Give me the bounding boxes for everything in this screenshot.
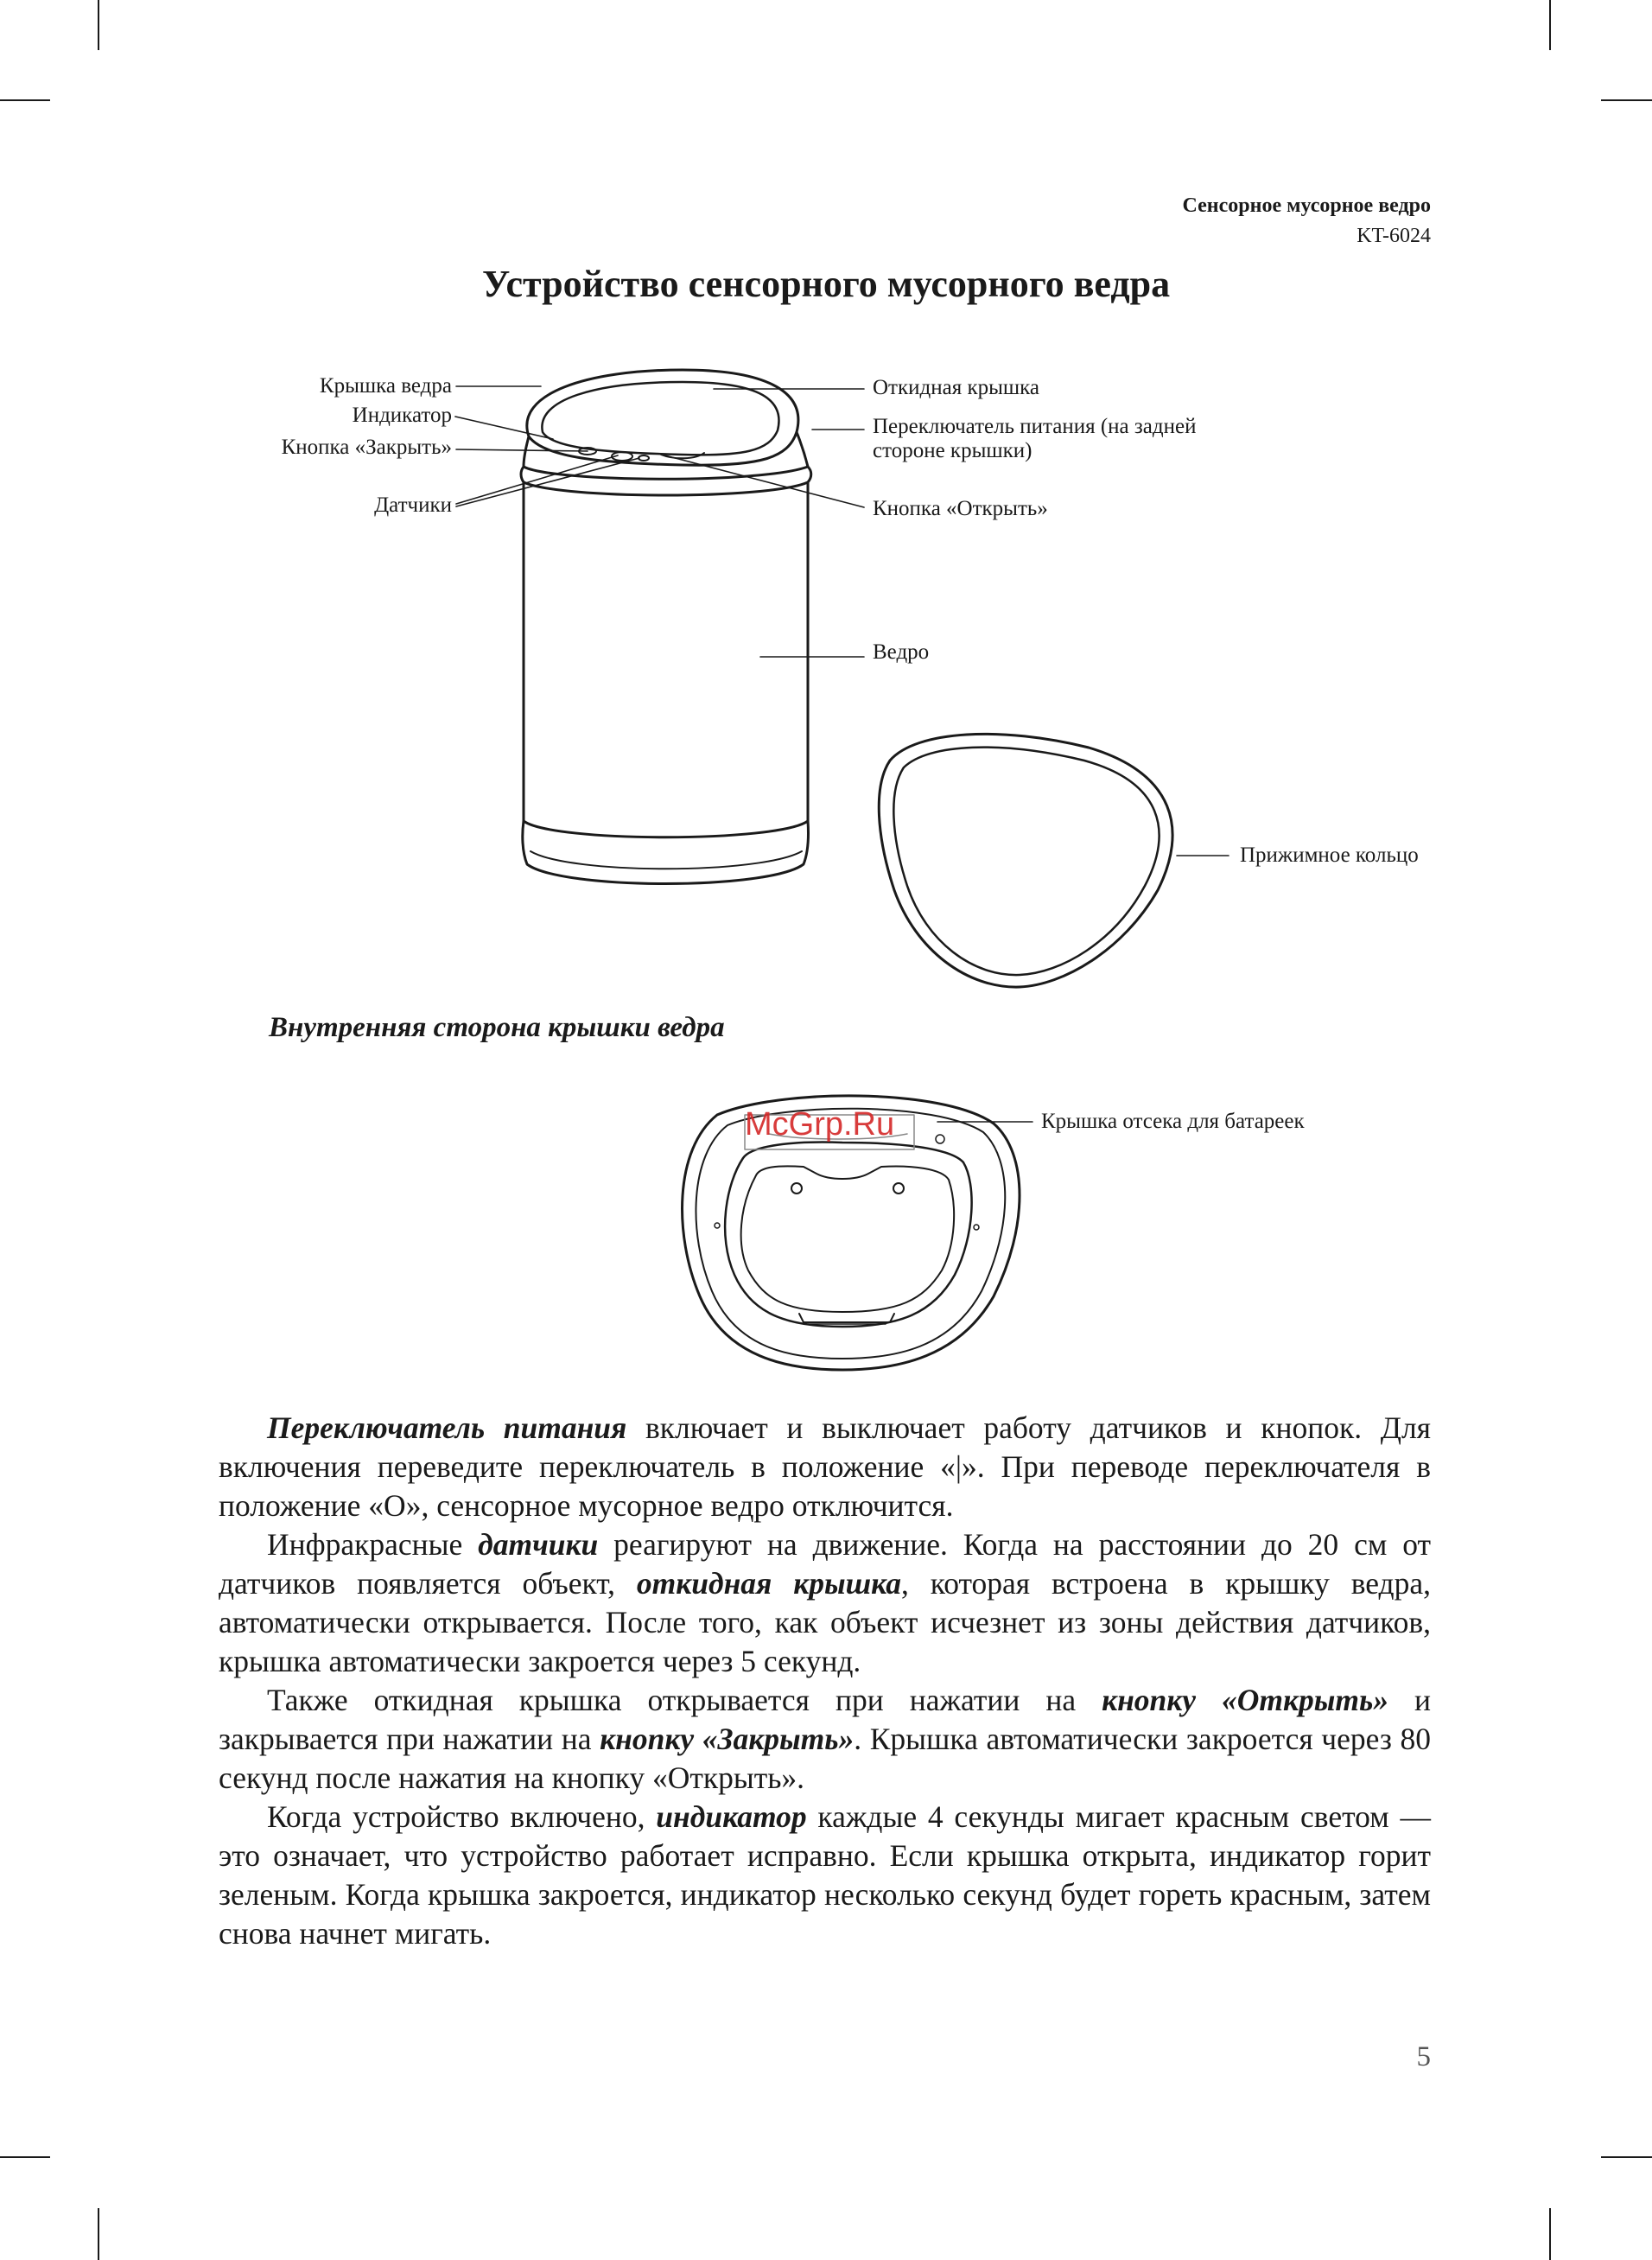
header-model: KT-6024: [1357, 225, 1431, 247]
paragraph-sensors: [219, 1525, 1431, 1681]
paragraph-text: Также откидная крышка открывается при нажатии на: [267, 1683, 1102, 1717]
paragraph-text: Когда устройство включено,: [267, 1799, 657, 1834]
paragraph-text: каждые 4 секунды мигает красным светом — это означает, что устройство работает исправно. Если крышка открыта, индикатор горит зеленым. Когда крышка закроется, индикатор несколько секунд будет гореть красным, затем снова начнет мигать.: [219, 1799, 1432, 1951]
label-bucket: Ведро: [873, 640, 930, 664]
paragraph-text: Инфракрасные: [267, 1527, 479, 1562]
paragraph-indicator: [219, 1798, 1431, 1953]
page-number: 5: [1416, 2041, 1431, 2072]
paragraph-text: , которая встроена в крышку ведра, автоматически открывается. После того, как объект исчезнет из зоны действия датчиков, крышка автоматически закроется через 5 секунд.: [219, 1566, 1431, 1678]
term-indicator: индикатор: [656, 1799, 807, 1834]
term-open-button: кнопку «Открыть»: [1102, 1683, 1389, 1717]
label-power-switch-line1: Переключатель питания (на задней: [873, 415, 1197, 438]
body-text: [219, 1409, 1431, 1953]
label-flip-lid: Откидная крышка: [873, 376, 1040, 399]
label-indicator: Индикатор: [352, 404, 452, 427]
label-lid: Крышка ведра: [319, 374, 452, 398]
label-open-button: Кнопка «Открыть»: [873, 497, 1048, 520]
clamp-ring-illustration: [879, 734, 1172, 987]
label-sensors: Датчики: [374, 493, 452, 517]
header-product-title: Сенсорное мусорное ведро: [1182, 194, 1431, 217]
trash-can-illustration: [521, 370, 811, 884]
label-clamp-ring: Прижимное кольцо: [1240, 844, 1419, 867]
paragraph-text: включает и выключает работу датчиков и кнопок. Для включения переведите переключатель в положение «|». При переводе переключателя в положение «O», сенсорное мусорное ведро отключится.: [219, 1410, 1431, 1523]
watermark: McGrp.Ru: [745, 1106, 895, 1143]
paragraph-text: и закрывается при нажатии на: [219, 1683, 1432, 1756]
label-power-switch-line2: стороне крышки): [873, 439, 1032, 462]
term-sensors: датчики: [478, 1527, 599, 1562]
term-power-switch: Переключатель питания: [267, 1410, 627, 1445]
term-flip-lid: откидная крышка: [636, 1566, 902, 1601]
paragraph-power-switch: [219, 1409, 1431, 1525]
page-title: Устройство сенсорного мусорного ведра: [481, 263, 1171, 305]
subheading-inner-lid: Внутренняя сторона крышки ведра: [269, 1012, 725, 1043]
paragraph-text: . Крышка автоматически закроется через 80 секунд после нажатия на кнопку «Открыть».: [219, 1722, 1431, 1795]
term-close-button: кнопку «Закрыть»: [600, 1722, 855, 1756]
label-close-button: Кнопка «Закрыть»: [281, 436, 452, 459]
label-battery-cover: Крышка отсека для батареек: [1041, 1110, 1305, 1133]
paragraph-buttons: [219, 1681, 1431, 1798]
paragraph-text: реагируют на движение. Когда на расстоянии до 20 см от датчиков появляется объект,: [219, 1527, 1431, 1601]
